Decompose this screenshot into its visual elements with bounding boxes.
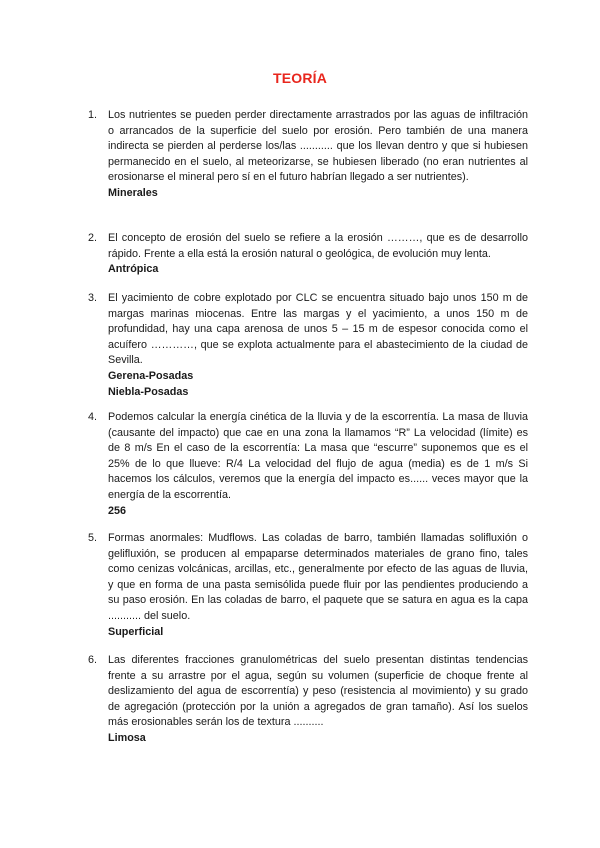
answer: Gerena-Posadas	[108, 369, 194, 382]
question-number: 2.	[88, 232, 98, 244]
question-5	[88, 531, 528, 640]
question-number: 6.	[88, 654, 98, 666]
question-text: Las diferentes fracciones granulométricas del suelo presentan distintas tendencias frente a su arrastre por el agua, según su volumen (superficie de choque frente al deslizamiento del agua de escorrentía) y peso (resistencia al movimiento) y su grado de agregación (protección por la unión a agregados de gran tamaño). Así los suelos más erosionables serán los de textura ..........	[108, 654, 528, 729]
question-2	[88, 231, 528, 278]
answer: Minerales	[108, 186, 158, 199]
question-number: 1.	[88, 109, 98, 121]
question-text: Podemos calcular la energía cinética de la lluvia y de la escorrentía. La masa de lluvia (causante del impacto) que cae en una zona la llamamos “R” La velocidad (límite) es de 8 m/s En el caso de la escorrentía: La masa que “escurre” suponemos que es el 25% de lo que llueve: R/4 La velocidad del flujo de agua (media) es de 1 m/s Si hacemos los cálculos, veremos que la energía del impacto es...... veces mayor que la energía de la escorrentía.	[108, 411, 528, 501]
answer: 256	[108, 504, 127, 517]
question-number: 5.	[88, 532, 98, 544]
question-6	[88, 653, 528, 747]
answer: Niebla-Posadas	[108, 385, 189, 398]
answer: Superficial	[108, 625, 164, 638]
question-text: Formas anormales: Mudflows. Las coladas de barro, también llamadas solifluxión o gelifluxión, se producen al empaparse determinados materiales de grano fino, tales como cenizas volcánicas, arcillas, etc., generalmente por efecto de las aguas de lluvia, y que en forma de una pasta semisólida puede fluir por las pendientes produciendo a su paso erosión. En las coladas de barro, el paquete que se satura en agua es la capa ........... del suelo.	[108, 532, 528, 622]
answer: Limosa	[108, 731, 146, 744]
answer: Antrópica	[108, 263, 159, 276]
question-number: 4.	[88, 411, 98, 423]
question-number: 3.	[88, 292, 98, 304]
page-title: TEORÍA	[272, 70, 328, 86]
question-3	[88, 291, 528, 400]
question-text: El concepto de erosión del suelo se refiere a la erosión ………, que es de desarrollo rápido. Frente a ella está la erosión natural o geológica, de evolución muy lenta.	[108, 232, 528, 260]
question-1	[88, 108, 528, 202]
question-text: Los nutrientes se pueden perder directamente arrastrados por las aguas de infiltración o arrancados de la superficie del suelo por erosión. Pero también de una manera indirecta se pierden al perderse los/las ........... que los llevan dentro y que si hubiesen permanecido en el suelo, al meteorizarse, se hubiesen liberado (no eran nutrientes al erosionarse el mineral pero sí en el futuro habrían llegado a ser nutrientes).	[108, 109, 528, 184]
question-4	[88, 410, 528, 519]
question-text: El yacimiento de cobre explotado por CLC se encuentra situado bajo unos 150 m de margas marinas miocenas. Entre las margas y el yacimiento, a unos 150 m de profundidad, hay una capa arenosa de unos 5 – 15 m de espesor conocida como el acuífero …………, que se explota actualmente para el abastecimiento de la ciudad de Sevilla.	[108, 292, 528, 367]
